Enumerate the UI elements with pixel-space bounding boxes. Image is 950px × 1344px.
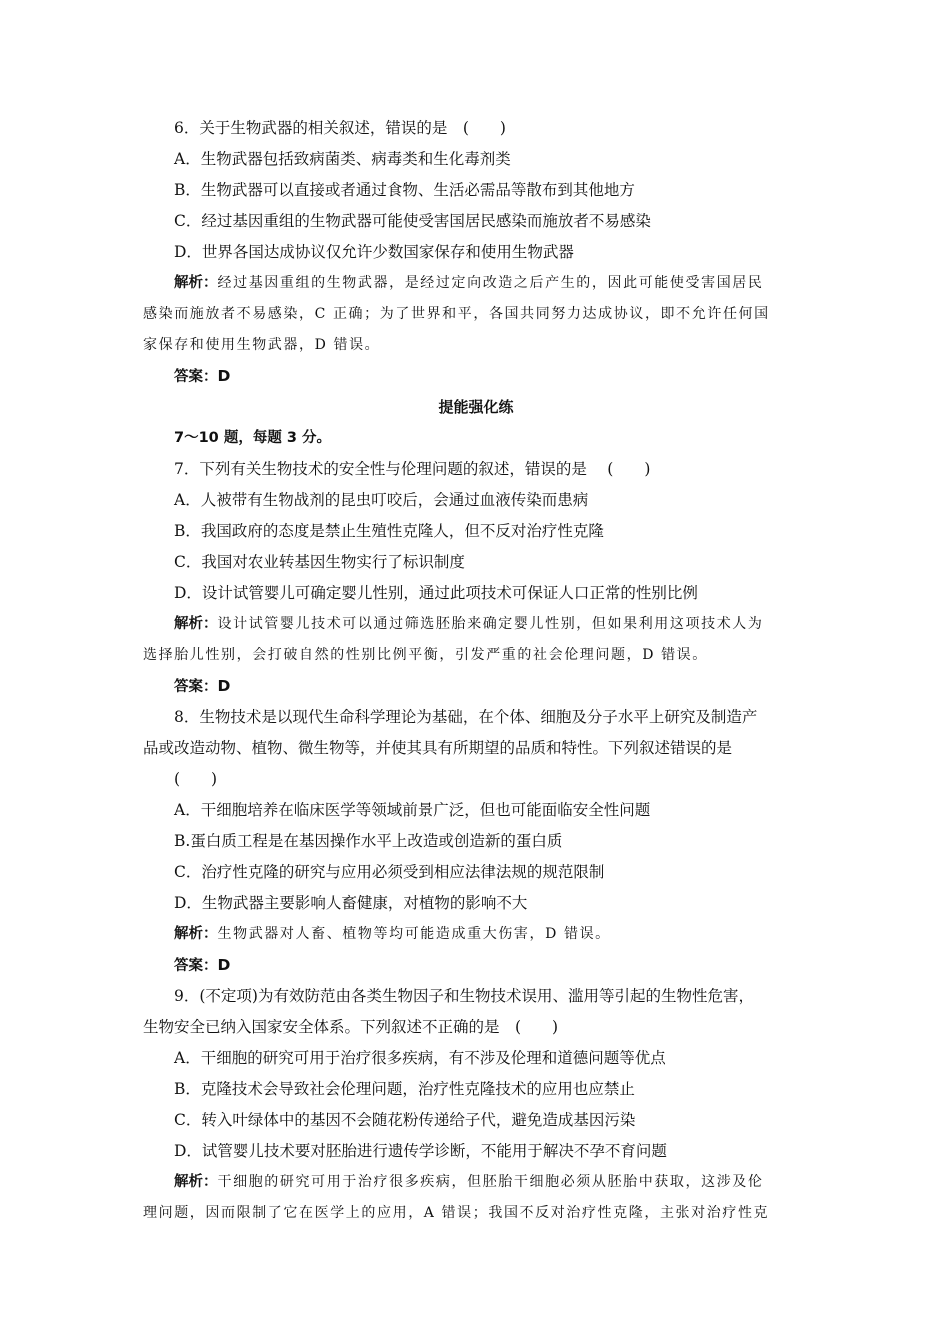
q9-option-c: C．转入叶绿体中的基因不会随花粉传递给子代，避免造成基因污染	[174, 1111, 636, 1129]
q6-option-a: A．生物武器包括致病菌类、病毒类和生化毒剂类	[174, 150, 511, 168]
document-content	[143, 113, 809, 1229]
q8-option-d: D．生物武器主要影响人畜健康，对植物的影响不大	[174, 894, 528, 912]
q9-analysis-line-2: 理问题，因而限制了它在医学上的应用，A 错误；我国不反对治疗性克隆，主张对治疗性克	[143, 1205, 770, 1221]
q7-analysis-line-2: 选择胎儿性别，会打破自然的性别比例平衡，引发严重的社会伦理问题，D 错误。	[143, 647, 708, 663]
section-note: 7～10 题，每题 3 分。	[174, 430, 332, 446]
q8-answer-label: 答案：	[174, 958, 218, 974]
q8-stem-line-2: 品或改造动物、植物、微生物等，并使其具有所期望的品质和特性。下列叙述错误的是	[143, 739, 733, 757]
q9-stem-line-2: 生物安全已纳入国家安全体系。下列叙述不正确的是 ( )	[143, 1018, 559, 1036]
q9-stem-line-1: 9．(不定项)为有效防范由各类生物因子和生物技术误用、滥用等引起的生物性危害，	[174, 987, 754, 1005]
q7-option-b: B．我国政府的态度是禁止生殖性克隆人，但不反对治疗性克隆	[174, 522, 604, 540]
q7-option-d: D．设计试管婴儿可确定婴儿性别，通过此项技术可保证人口正常的性别比例	[174, 584, 698, 602]
q7-answer-value: D	[217, 677, 231, 695]
q9-analysis-text-1: 干细胞的研究可用于治疗很多疾病，但胚胎干细胞必须从胚胎中获取，这涉及伦	[217, 1174, 764, 1190]
q6-option-d: D．世界各国达成协议仅允许少数国家保存和使用生物武器	[174, 243, 574, 261]
q9-option-d: D．试管婴儿技术要对胚胎进行遗传学诊断，不能用于解决不孕不育问题	[174, 1142, 667, 1160]
q7-analysis-line-1	[143, 609, 809, 640]
q9-analysis-line-1	[143, 1167, 809, 1198]
q7-analysis-label: 解析：	[174, 616, 218, 632]
q6-analysis-text-1: 经过基因重组的生物武器，是经过定向改造之后产生的，因此可能使受害国居民	[217, 275, 764, 291]
q7-stem: 7．下列有关生物技术的安全性与伦理问题的叙述，错误的是 ( )	[174, 460, 651, 478]
q6-option-b: B．生物武器可以直接或者通过食物、生活必需品等散布到其他地方	[174, 181, 635, 199]
q8-analysis-label: 解析：	[174, 926, 218, 942]
q8-analysis-line-1	[143, 919, 809, 950]
q9-option-b: B．克隆技术会导致社会伦理问题，治疗性克隆技术的应用也应禁止	[174, 1080, 635, 1098]
q8-analysis-text-1: 生物武器对人畜、植物等均可能造成重大伤害，D 错误。	[217, 926, 611, 942]
q6-option-c: C．经过基因重组的生物武器可能使受害国居民感染而施放者不易感染	[174, 212, 651, 230]
section-title: 提能强化练	[438, 398, 514, 416]
q8-stem-line-3: ( )	[174, 770, 218, 788]
q6-analysis-line-3: 家保存和使用生物武器，D 错误。	[143, 337, 381, 353]
q6-analysis-label: 解析：	[174, 275, 218, 291]
q9-option-a: A．干细胞的研究可用于治疗很多疾病，有不涉及伦理和道德问题等优点	[174, 1049, 666, 1067]
q6-answer	[143, 361, 809, 392]
q7-analysis-text-1: 设计试管婴儿技术可以通过筛选胚胎来确定婴儿性别，但如果利用这项技术人为	[217, 616, 764, 632]
q7-answer-label: 答案：	[174, 679, 218, 695]
q8-option-b: B.蛋白质工程是在基因操作水平上改造或创造新的蛋白质	[174, 832, 563, 850]
q8-option-a: A．干细胞培养在临床医学等领域前景广泛，但也可能面临安全性问题	[174, 801, 651, 819]
q8-answer-value: D	[217, 956, 231, 974]
q8-option-c: C．治疗性克隆的研究与应用必须受到相应法律法规的规范限制	[174, 863, 605, 881]
q6-stem: 6．关于生物武器的相关叙述，错误的是 ( )	[174, 119, 506, 137]
q6-answer-value: D	[217, 367, 231, 385]
q6-analysis-line-1	[143, 268, 809, 299]
q6-answer-label: 答案：	[174, 369, 218, 385]
q8-answer	[143, 950, 809, 981]
q9-analysis-label: 解析：	[174, 1174, 218, 1190]
q7-option-c: C．我国对农业转基因生物实行了标识制度	[174, 553, 465, 571]
q7-option-a: A．人被带有生物战剂的昆虫叮咬后，会通过血液传染而患病	[174, 491, 589, 509]
q8-stem-line-1: 8．生物技术是以现代生命科学理论为基础，在个体、细胞及分子水平上研究及制造产	[174, 708, 758, 726]
q6-analysis-line-2: 感染而施放者不易感染，C 正确；为了世界和平，各国共同努力达成协议，即不允许任何国	[143, 306, 770, 322]
q7-answer	[143, 671, 809, 702]
